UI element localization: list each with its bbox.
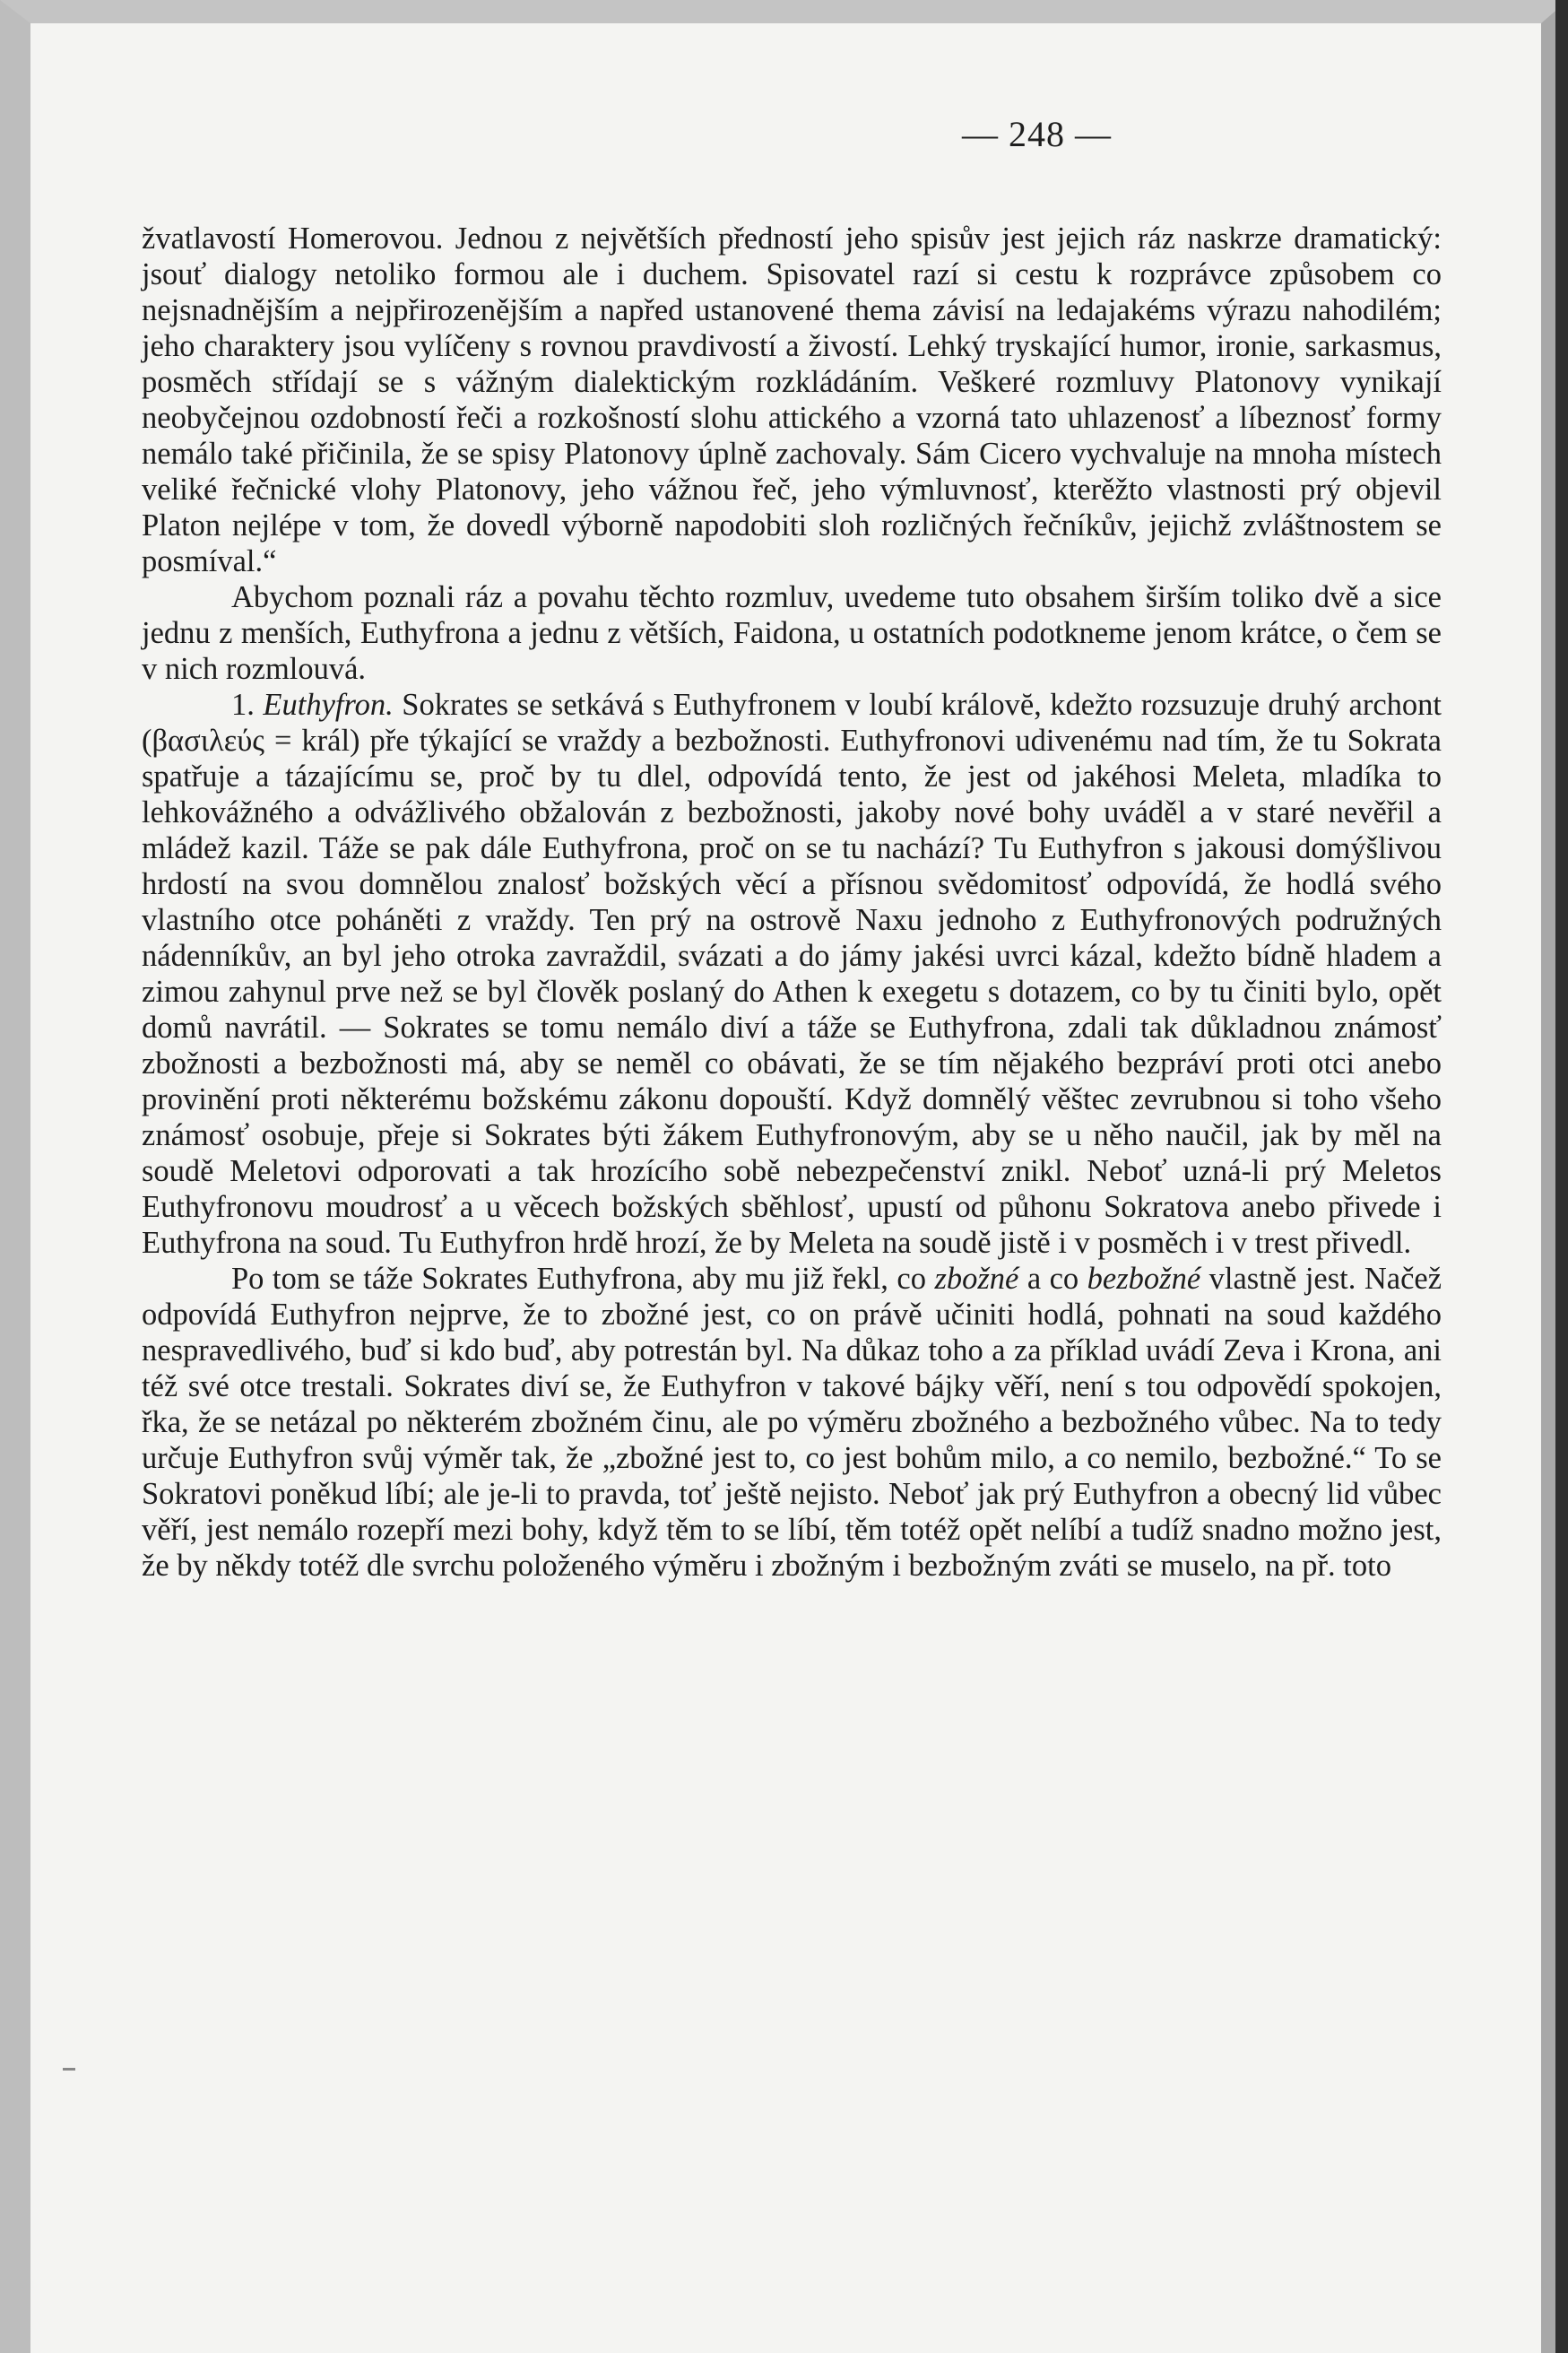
paragraph-euthyfron [142,687,1442,1261]
text-run: žvatlavostí Homerovou. Jednou z největších předností jeho spisův jest jejich ráz naskrze dramatický: jsouť dialogy netoliko formou ale i duchem. Spisovatel razí si cestu k rozprávce způsobem co nejsnadnějším a nejpřirozenějším a napřed ustanovené thema závisí na ledajakéms výrazu nahodilém; jeho charaktery jsou vylíčeny s rovnou pravdivostí a živostí. Lehký tryskající humor, ironie, sarkasmus, posměch střídají se s vážným dialektickým rozkládáním. Veškeré rozmluvy Platonovy vynikají neobyčejnou ozdobností řeči a rozkošností slohu attického a vzorná tato uhlazenosť a líbeznosť formy nemálo také přičinila, že se spisy Platonovy úplně zachovaly. Sám Cicero vychvaluje na mnoha místech veliké řečnické vlohy Platonovy, jeho vážnou řeč, jeho výmluvnosť, kterěžto vlastnosti prý objevil Platon nejlépe v tom, že dovedl výborně napodobiti sloh rozličných řečníkův, jejichž zvláštnostem se posmíval.“ [142,221,1442,578]
emphasis-bezbozne: bezbožné [1087,1262,1201,1296]
section-title: Euthyfron. [263,688,394,722]
emphasis-zbozne: zbožné [934,1262,1019,1296]
text-run: Po tom se táže Sokrates Euthyfrona, aby mu již řekl, co [231,1262,935,1296]
paragraph-2 [142,579,1442,687]
text-run: a co [1018,1262,1087,1296]
text-run: vlastně jest. Načež odpovídá Euthyfron nejprve, že to zbožné jest, co on právě učiniti hodlá, pohnati na soud každého nespravedlivého, buď si kdo buď, aby potrestán byl. Na důkaz toho a za příklad uvádí Zeva i Krona, ani též své otce trestali. Sokrates diví se, že Euthyfron v takové bájky věří, není s tou odpovědí spokojen, řka, že se netázal po některém zbožném činu, ale po výměru zbožného a bezbožného vůbec. Na to tedy určuje Euthyfron svůj výměr tak, že „zbožné jest to, co jest bohům milo, a co nemilo, bezbožné.“ To se Sokratovi poněkud líbí; ale je-li to pravda, toť ještě nejisto. Neboť jak prý Euthyfron a obecný lid vůbec věří, jest nemálo rozepří mezi bohy, když těm to se líbí, těm totéž opět nelíbí a tudíž snadno možno jest, že by někdy totéž dle svrchu položeného výměru i zbožným i bezbožným zváti se muselo, na př. toto [142,1262,1442,1583]
paragraph-4 [142,1261,1442,1584]
page-number: — 248 — [962,114,1112,154]
text-run: Sokrates se setkává s Euthyfronem v loubí královĕ, kdežto rozsuzuje druhý archont (βασιλεύς = král) pře týkající se vraždy a bezbožnosti. Euthyfronovi udivenému nad tím, že tu Sokrata spatřuje a tázajícímu se, proč by tu dlel, odpovídá tento, že jest od jakéhosi Meleta, mladíka to lehkovážného a odvážlivého obžalován z bezbožnosti, jakoby nové bohy uváděl a v staré nevěřil a mládež kazil. Táže se pak dále Euthyfrona, proč on se tu nachází? Tu Euthyfron s jakousi domýšlivou hrdostí na svou domnělou znalosť božských věcí a přísnou svědomitosť odpovídá, že hodlá svého vlastního otce poháněti z vraždy. Ten prý na ostrově Naxu jednoho z Euthyfronových podružných nádenníkův, an byl jeho otroka zavraždil, svázati a do jámy jakési uvrci kázal, kdežto bídně hladem a zimou zahynul prve než se byl člověk poslaný do Athen k exegetu s dotazem, co by tu činiti bylo, opět domů navrátil. — Sokrates se tomu nemálo diví a táže se Euthyfrona, zdali tak důkladnou známosť zbožnosti a bezbožnosti má, aby se neměl co obávati, že se tím nějakého bezpráví proti otci anebo provinění proti některému božskému zákonu dopouští. Když domnělý věštec zevrubnou si toho všeho známosť osobuje, přeje si Sokrates býti žákem Euthyfronovým, aby se u něho naučil, jak by měl na soudě Meletovi odporovati a tak hrozícího sobě nebezpečenství znikl. Neboť uzná-li prý Meletos Euthyfronovu moudrosť a u věcech božských sběhlosť, upustí od půhonu Sokratova anebo přivede i Euthyfrona na soud. Tu Euthyfron hrdě hrozí, že by Meleta na soudě jistě i v posměch i v trest přivedl. [142,688,1442,1260]
section-number: 1. [231,688,264,722]
book-page [30,23,1541,2353]
scan-speck [63,2068,75,2071]
paragraph-1 [142,221,1442,579]
text-run: Abychom poznali ráz a povahu těchto rozmluv, uvedeme tuto obsahem širším toliko dvě a sice jednu z menších, Euthyfrona a jednu z větších, Faidona, u ostatních podotkneme jenom krátce, o čem se v nich rozmlouvá. [142,580,1442,686]
body-text [142,221,1442,1584]
